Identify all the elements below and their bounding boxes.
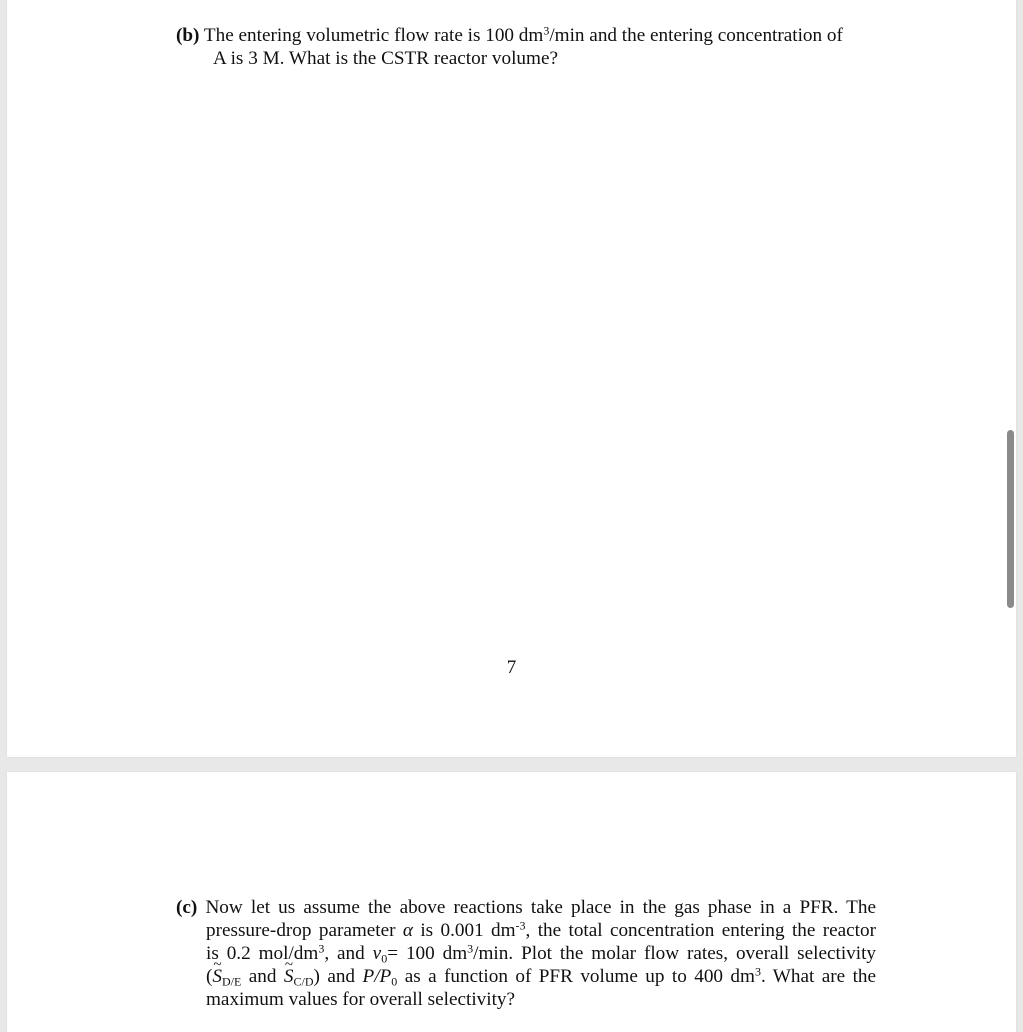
superscript: 3 — [754, 964, 761, 979]
text: , the total concentration entering the reactor — [525, 920, 876, 941]
text: as a function of PFR volume up to 400 dm — [404, 966, 755, 987]
question-b-text-2: /min and the entering concentration of — [549, 25, 843, 46]
superscript: -3 — [515, 918, 526, 933]
selectivity-symbol: ~ S — [212, 965, 222, 988]
question-b-line-2: A is 3 M. What is the CSTR reactor volume? — [213, 48, 558, 69]
text: / — [374, 966, 380, 987]
text: ) — [313, 966, 320, 987]
question-c-line-5: maximum values for overall selectivity? — [206, 989, 516, 1010]
question-c-line-2 — [176, 919, 876, 942]
question-c-line-3 — [176, 942, 876, 965]
superscript: 3 — [467, 941, 474, 956]
pressure-symbol: P — [379, 966, 392, 987]
question-c — [176, 896, 876, 1011]
text: = 100 dm — [387, 943, 468, 964]
question-b — [176, 24, 876, 70]
alpha-symbol: α — [402, 920, 413, 941]
v0-symbol: v — [372, 943, 382, 964]
selectivity-symbol: ~ S — [284, 965, 294, 988]
subscript: C/D — [293, 974, 314, 989]
subscript: 0 — [381, 951, 388, 966]
question-c-line-4 — [176, 965, 876, 988]
subscript: 0 — [391, 974, 398, 989]
question-c-label: (c) — [176, 897, 198, 918]
question-b-text-1: The entering volumetric flow rate is 100 dm — [203, 25, 544, 46]
superscript: 3 — [543, 23, 550, 38]
question-b-line-1 — [176, 24, 876, 47]
text: . What are the — [760, 966, 877, 987]
page-number: 7 — [506, 657, 517, 678]
pressure-symbol: P — [362, 966, 375, 987]
text: and — [327, 966, 356, 987]
text: ( — [206, 966, 213, 987]
document-page-7 — [7, 0, 1016, 757]
text: pressure-drop parameter — [206, 920, 396, 941]
question-c-line-1 — [176, 896, 876, 919]
text: and — [248, 966, 277, 987]
text: is 0.2 mol/dm — [206, 943, 319, 964]
text: is 0.001 dm — [420, 920, 516, 941]
scrollbar-thumb[interactable] — [1007, 430, 1014, 608]
question-b-label: (b) — [176, 25, 200, 46]
question-c-text-1: Now let us assume the above reactions take place in the gas phase in a PFR. The — [205, 897, 877, 918]
superscript: 3 — [318, 941, 325, 956]
text: /min. Plot the molar flow rates, overall selectivity — [473, 943, 877, 964]
text: , and — [324, 943, 365, 964]
subscript: D/E — [221, 974, 242, 989]
